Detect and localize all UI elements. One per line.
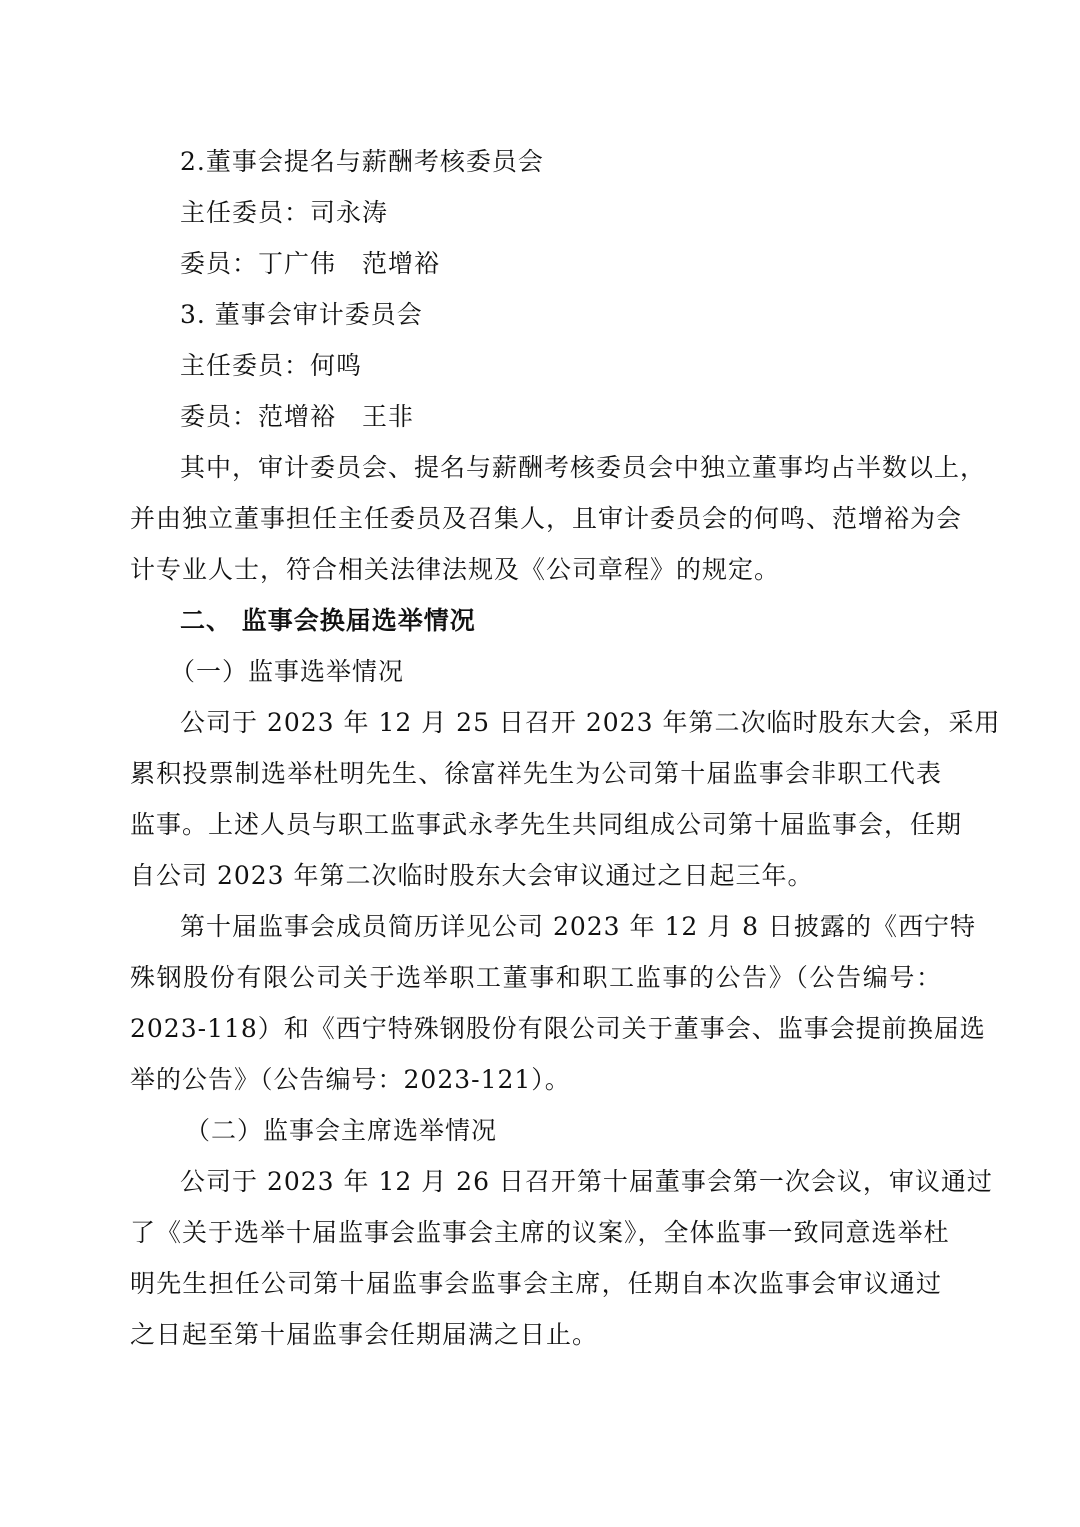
paragraph-line: 其中，审计委员会、提名与薪酬考核委员会中独立董事均占半数以上， xyxy=(180,453,987,482)
paragraph-line: 累积投票制选举杜明先生、徐富祥先生为公司第十届监事会非职工代表 xyxy=(130,759,942,788)
subsection-heading: （一）监事选举情况 xyxy=(170,657,405,686)
committee-2-chair: 主任委员：司永涛 xyxy=(180,198,389,227)
paragraph-line: 了《关于选举十届监事会监事会主席的议案》，全体监事一致同意选举杜 xyxy=(130,1218,950,1247)
paragraph-line: 自公司 2023 年第二次临时股东大会审议通过之日起三年。 xyxy=(130,861,814,890)
committee-3-members: 委员：范增裕 王非 xyxy=(180,402,415,431)
paragraph-line: 明先生担任公司第十届监事会监事会主席，任期自本次监事会审议通过 xyxy=(130,1269,942,1298)
paragraph-line: 监事。上述人员与职工监事武永孝先生共同组成公司第十届监事会，任期 xyxy=(130,810,963,839)
paragraph-line: 第十届监事会成员简历详见公司 2023 年 12 月 8 日披露的《西宁特 xyxy=(180,912,977,941)
paragraph-line: 2023-118）和《西宁特殊钢股份有限公司关于董事会、监事会提前换届选 xyxy=(130,1014,986,1043)
section-heading: 二、 监事会换届选举情况 xyxy=(180,606,476,635)
paragraph-line: 殊钢股份有限公司关于选举职工董事和职工监事的公告》（公告编号： xyxy=(130,963,942,992)
paragraph-line: 计专业人士，符合相关法律法规及《公司章程》的规定。 xyxy=(130,555,781,584)
paragraph-line: 公司于 2023 年 12 月 26 日召开第十届董事会第一次会议，审议通过 xyxy=(180,1167,993,1196)
paragraph-line: 公司于 2023 年 12 月 25 日召开 2023 年第二次临时股东大会，采用 xyxy=(180,708,1001,737)
paragraph-line: 举的公告》（公告编号：2023-121）。 xyxy=(130,1065,571,1094)
paragraph-line: 之日起至第十届监事会任期届满之日止。 xyxy=(130,1320,599,1349)
committee-2-members: 委员：丁广伟 范增裕 xyxy=(180,249,441,278)
subsection-heading: （二）监事会主席选举情况 xyxy=(185,1116,498,1145)
committee-3-heading: 3. 董事会审计委员会 xyxy=(180,300,423,329)
paragraph-line: 并由独立董事担任主任委员及召集人，且审计委员会的何鸣、范增裕为会 xyxy=(130,504,963,533)
committee-2-heading: 2.董事会提名与薪酬考核委员会 xyxy=(180,147,544,176)
committee-3-chair: 主任委员：何鸣 xyxy=(180,351,363,380)
